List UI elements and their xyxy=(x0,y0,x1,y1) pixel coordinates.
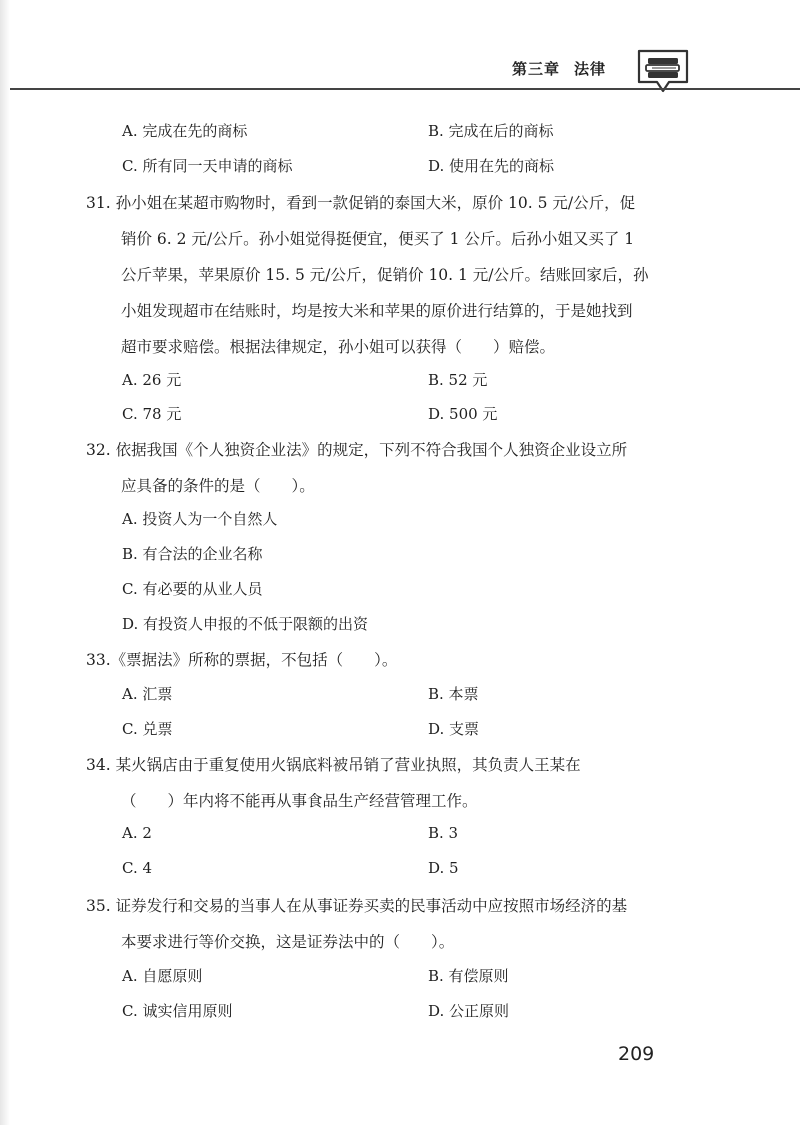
question-35-line-1: 35. 证券发行和交易的当事人在从事证券买卖的民事活动中应按照市场经济的基 xyxy=(86,897,628,915)
question-32-line-2: 应具备的条件的是（ ）。 xyxy=(121,477,315,495)
option-d: D. 有投资人申报的不低于限额的出资 xyxy=(122,615,369,633)
option-c: C. 所有同一天申请的商标 xyxy=(122,157,293,175)
option-b: B. 52 元 xyxy=(428,371,488,389)
option-c: C. 4 xyxy=(122,859,153,877)
option-b: B. 有偿原则 xyxy=(428,967,509,985)
page-number: 209 xyxy=(618,1043,655,1065)
question-34-line-2: （ ）年内将不能再从事食品生产经营管理工作。 xyxy=(121,792,478,810)
question-35-line-2: 本要求进行等价交换，这是证券法中的（ ）。 xyxy=(121,933,455,951)
option-a: A. 汇票 xyxy=(122,685,173,703)
option-b: B. 有合法的企业名称 xyxy=(122,545,263,563)
option-c: C. 有必要的从业人员 xyxy=(122,580,263,598)
option-c: C. 兑票 xyxy=(122,720,173,738)
option-a: A. 投资人为一个自然人 xyxy=(122,510,278,528)
chapter-name: 法律 xyxy=(574,60,607,78)
question-31-line-2: 销价 6. 2 元/公斤。孙小姐觉得挺便宜，便买了 1 公斤。后孙小姐又买了 1 xyxy=(121,230,635,248)
question-32-line-1: 32. 依据我国《个人独资企业法》的规定，下列不符合我国个人独资企业设立所 xyxy=(86,441,628,459)
option-d: D. 使用在先的商标 xyxy=(428,157,555,175)
option-c: C. 诚实信用原则 xyxy=(122,1002,233,1020)
option-a: A. 26 元 xyxy=(122,371,182,389)
question-34-line-1: 34. 某火锅店由于重复使用火锅底料被吊销了营业执照，其负责人王某在 xyxy=(86,756,581,774)
option-d: D. 500 元 xyxy=(428,405,498,423)
chapter-number: 第三章 xyxy=(512,60,561,78)
option-d: D. 支票 xyxy=(428,720,480,738)
option-c: C. 78 元 xyxy=(122,405,182,423)
option-b: B. 本票 xyxy=(428,685,479,703)
option-d: D. 公正原则 xyxy=(428,1002,510,1020)
question-31-line-3: 公斤苹果，苹果原价 15. 5 元/公斤，促销价 10. 1 元/公斤。结账回家后，孙 xyxy=(121,266,649,284)
option-b: B. 完成在后的商标 xyxy=(428,122,554,140)
question-33-line-1: 33.《票据法》所称的票据，不包括（ ）。 xyxy=(86,651,398,669)
option-a: A. 自愿原则 xyxy=(122,967,203,985)
option-a: A. 2 xyxy=(122,824,152,842)
question-31-line-1: 31. 孙小姐在某超市购物时，看到一款促销的泰国大米，原价 10. 5 元/公斤，促 xyxy=(86,194,636,212)
option-d: D. 5 xyxy=(428,859,459,877)
option-b: B. 3 xyxy=(428,824,459,842)
question-31-line-4: 小姐发现超市在结账时，均是按大米和苹果的原价进行结算的，于是她找到 xyxy=(121,302,633,320)
option-a: A. 完成在先的商标 xyxy=(122,122,248,140)
question-31-line-5: 超市要求赔偿。根据法律规定，孙小姐可以获得（ ）赔偿。 xyxy=(121,338,556,356)
